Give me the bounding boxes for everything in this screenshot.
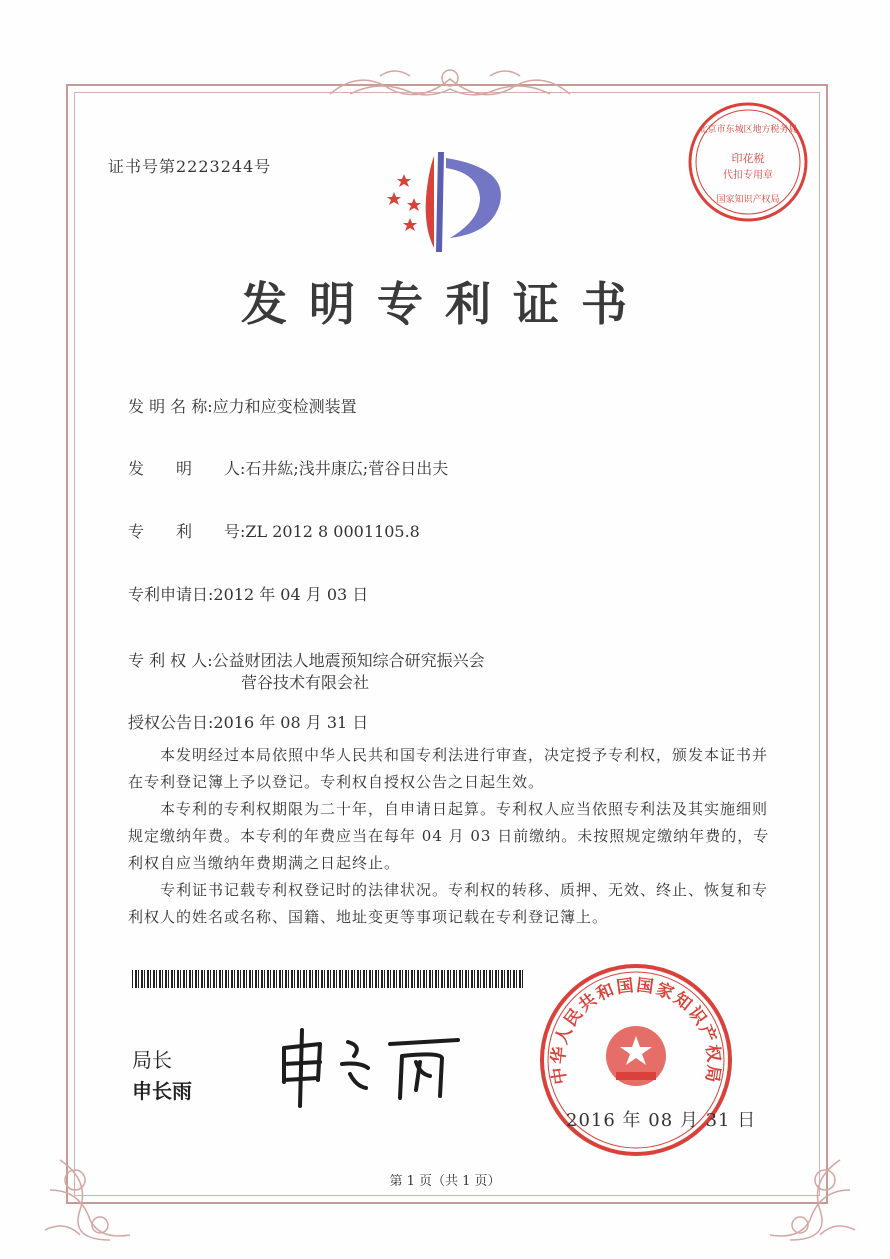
national-emblem-icon bbox=[606, 1026, 666, 1086]
bottom-left-ornament bbox=[40, 1140, 150, 1250]
invention-name-row bbox=[128, 394, 357, 417]
patent-number-value: ZL 2012 8 0001105.8 bbox=[245, 522, 420, 541]
inventors-value: 石井紘;浅井康広;菅谷日出夫 bbox=[245, 459, 449, 478]
paragraph-3: 专利证书记载专利权登记时的法律状况。专利权的转移、质押、无效、终止、恢复和专利权人的姓名或名称、国籍、地址变更等事项记载在专利登记簿上。 bbox=[128, 881, 769, 926]
patentee-row bbox=[128, 648, 485, 671]
national-seal-text: 中华人民共和国国家知识产权局 bbox=[548, 975, 724, 1086]
certificate-number: 证书号第2223244号 bbox=[108, 157, 272, 176]
invention-name-value: 应力和应变检测装置 bbox=[212, 397, 357, 416]
paragraph-2: 本专利的专利权期限为二十年，自申请日起算。专利权人应当依照专利法及其实施细则规定缴纳年费。本专利的年费应当在每年 04 月 03 日前缴纳。未按照规定缴纳年费的，专利权自应当缴纳年费期满之日起终止。 bbox=[128, 800, 770, 872]
filing-date-value: 2012 年 04 月 03 日 bbox=[213, 585, 369, 604]
director-title: 局长 bbox=[132, 1048, 172, 1072]
inventors-label: 发 明 人: bbox=[128, 459, 246, 478]
top-ornament bbox=[320, 64, 580, 104]
patentee-label: 专 利 权 人: bbox=[128, 651, 213, 670]
filing-date-row bbox=[128, 582, 368, 605]
grant-date-label: 授权公告日: bbox=[128, 713, 214, 732]
patentee-value-line2: 菅谷技术有限会社 bbox=[241, 673, 370, 692]
filing-date-label: 专利申请日: bbox=[128, 585, 214, 604]
patentee-value-line1: 公益财团法人地震预知综合研究振兴会 bbox=[212, 651, 485, 670]
seal-line1: 北京市东城区地方税务局 bbox=[698, 125, 798, 135]
page-number: 第 1 页（共 1 页） bbox=[389, 1174, 501, 1189]
seal-date: 2016 年 08 月 31 日 bbox=[566, 1110, 757, 1131]
seal-line4: 国家知识产权局 bbox=[716, 195, 780, 205]
seal-line2: 印花税 bbox=[731, 152, 765, 165]
barcode bbox=[132, 970, 524, 988]
patent-number-label: 专 利 号: bbox=[128, 522, 246, 541]
director-name: 申长雨 bbox=[132, 1079, 192, 1103]
paragraph-1: 本发明经过本局依照中华人民共和国专利法进行审查，决定授予专利权，颁发本证书并在专利登记簿上予以登记。专利权自授权公告之日起生效。 bbox=[128, 746, 769, 791]
patent-office-logo-icon bbox=[380, 148, 510, 258]
director-signature bbox=[270, 1018, 470, 1108]
seal-line3: 代扣专用章 bbox=[723, 170, 773, 181]
patentee-row-2 bbox=[241, 670, 369, 693]
grant-date-row bbox=[128, 710, 368, 733]
invention-name-label: 发 明 名 称: bbox=[128, 397, 213, 416]
inventors-row bbox=[128, 456, 448, 479]
certificate-title: 发明专利证书 bbox=[241, 277, 649, 331]
bottom-right-ornament bbox=[750, 1140, 860, 1250]
grant-date-value: 2016 年 08 月 31 日 bbox=[213, 713, 369, 732]
patent-number-row bbox=[128, 519, 420, 542]
tax-agency-seal bbox=[686, 100, 810, 224]
